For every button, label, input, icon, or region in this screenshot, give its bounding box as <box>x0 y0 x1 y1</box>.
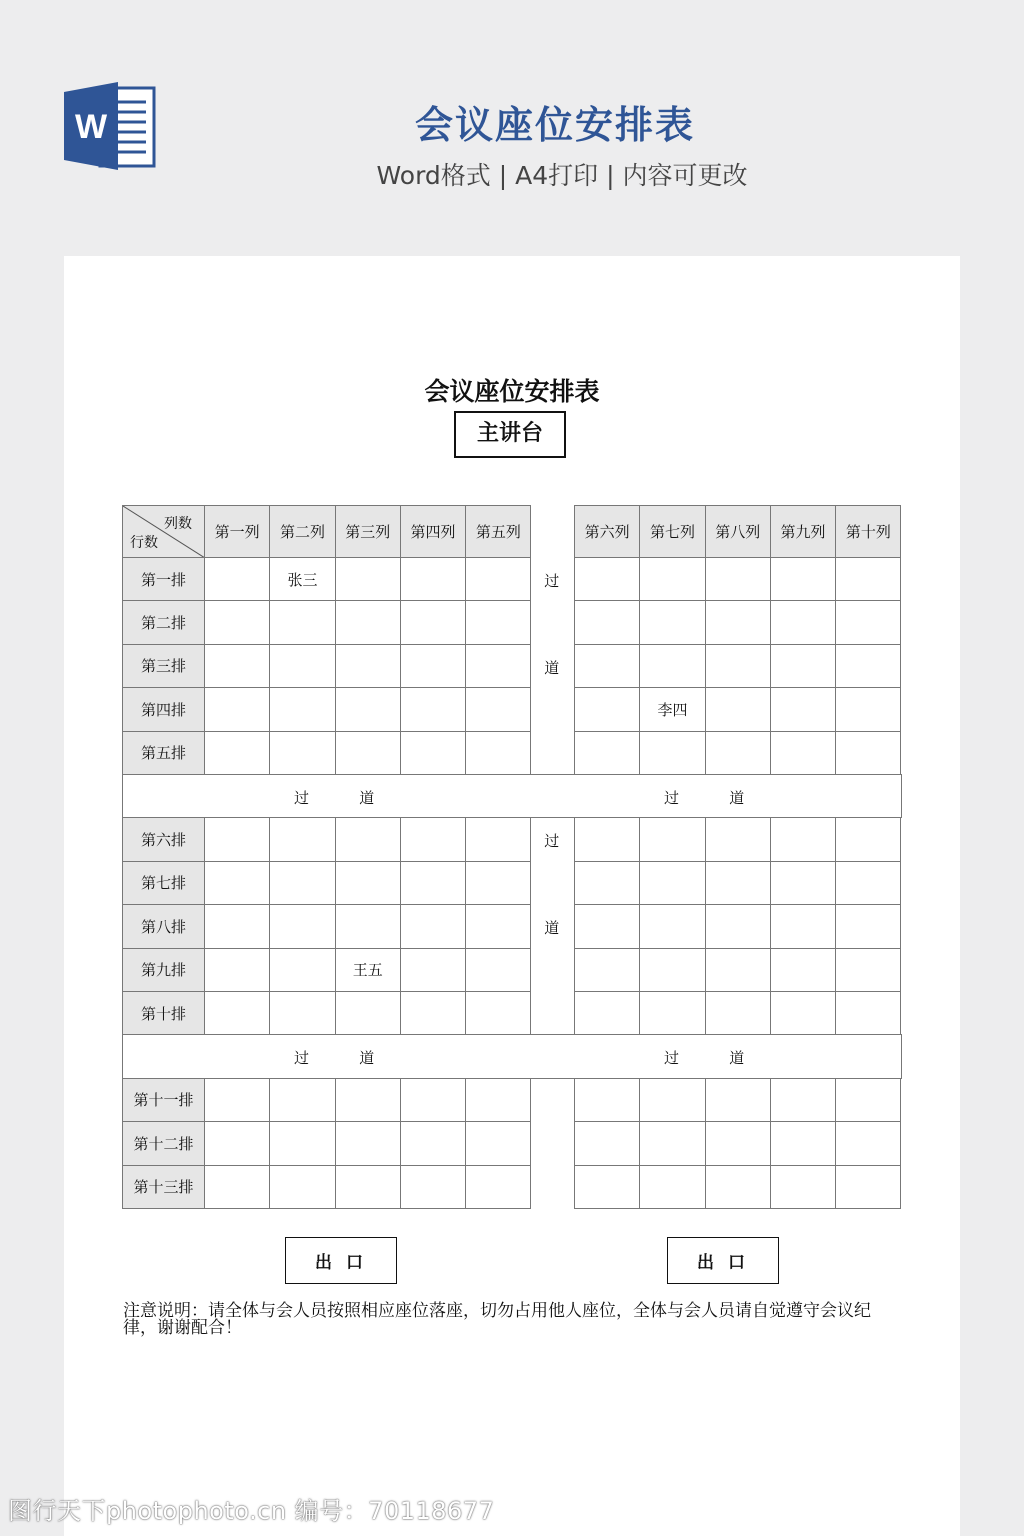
seat-cell[interactable] <box>639 1165 705 1209</box>
vertical-aisle-label: 道 <box>544 658 560 677</box>
seat-cell[interactable] <box>465 687 531 731</box>
seat-cell[interactable] <box>835 1121 901 1165</box>
seat-cell[interactable] <box>400 948 466 992</box>
seat-cell[interactable] <box>335 600 401 644</box>
aisle-label: 过 <box>293 788 309 807</box>
seat-cell[interactable] <box>465 1121 531 1165</box>
document-title: 会议座位安排表 <box>424 377 600 406</box>
row-header: 第十二排 <box>122 1121 205 1165</box>
seat-cell[interactable] <box>835 904 901 948</box>
seat-cell[interactable] <box>400 861 466 905</box>
seat-cell[interactable] <box>269 1078 335 1122</box>
row-header: 第三排 <box>122 644 205 688</box>
row-header: 第六排 <box>122 817 205 861</box>
row-header: 第十排 <box>122 991 205 1035</box>
seat-cell[interactable] <box>465 1165 531 1209</box>
seat-cell[interactable] <box>835 731 901 775</box>
seat-cell[interactable] <box>639 731 705 775</box>
row-header: 第二排 <box>122 600 205 644</box>
seat-cell[interactable] <box>770 1121 836 1165</box>
seat-cell[interactable] <box>400 687 466 731</box>
seat-cell[interactable] <box>465 948 531 992</box>
seat-cell[interactable] <box>705 817 771 861</box>
seat-cell[interactable] <box>639 991 705 1035</box>
seat-cell[interactable] <box>400 600 466 644</box>
seat-cell[interactable] <box>269 904 335 948</box>
seat-cell[interactable] <box>705 644 771 688</box>
seat-cell[interactable] <box>204 557 270 601</box>
seat-cell[interactable] <box>639 1121 705 1165</box>
seat-cell[interactable] <box>770 600 836 644</box>
seat-cell[interactable] <box>770 1078 836 1122</box>
seat-cell[interactable] <box>705 904 771 948</box>
seat-cell[interactable] <box>770 1165 836 1209</box>
seat-cell[interactable] <box>705 687 771 731</box>
seat-cell[interactable] <box>639 904 705 948</box>
aisle-label: 过 <box>293 1049 309 1068</box>
vertical-aisle-label: 过 <box>544 832 560 851</box>
seat-cell[interactable] <box>835 817 901 861</box>
seat-cell[interactable] <box>574 991 640 1035</box>
horizontal-aisle <box>122 1034 902 1078</box>
row-header: 第八排 <box>122 904 205 948</box>
seat-cell[interactable] <box>204 817 270 861</box>
seat-cell[interactable] <box>204 1121 270 1165</box>
seat-cell[interactable] <box>465 991 531 1035</box>
notice-text: 注意说明：请全体与会人员按照相应座位落座，切勿占用他人座位，全体与会人员请自觉遵守会议纪律，谢谢配合！ <box>123 1301 871 1338</box>
seat-cell[interactable] <box>574 1121 640 1165</box>
seat-cell[interactable] <box>574 731 640 775</box>
seat-cell[interactable] <box>835 1165 901 1209</box>
column-header: 第五列 <box>465 505 531 558</box>
header-subtitle: Word格式 | A4打印 | 内容可更改 <box>376 161 748 190</box>
aisle-label: 过 <box>663 1049 679 1068</box>
seat-cell[interactable] <box>400 731 466 775</box>
seat-cell[interactable] <box>400 557 466 601</box>
seat-cell[interactable] <box>269 600 335 644</box>
seat-cell[interactable] <box>269 644 335 688</box>
seat-cell[interactable] <box>574 948 640 992</box>
seat-cell[interactable] <box>705 557 771 601</box>
seat-cell[interactable] <box>204 687 270 731</box>
seat-cell[interactable] <box>335 991 401 1035</box>
seat-cell[interactable] <box>639 1078 705 1122</box>
seat-cell[interactable] <box>770 948 836 992</box>
row-header: 第九排 <box>122 948 205 992</box>
exit-left: 出 口 <box>285 1237 397 1284</box>
seat-cell[interactable] <box>400 644 466 688</box>
seat-cell[interactable] <box>705 1165 771 1209</box>
seat-cell[interactable] <box>835 948 901 992</box>
seat-cell[interactable] <box>639 817 705 861</box>
seat-cell[interactable] <box>465 861 531 905</box>
seat-cell[interactable] <box>639 861 705 905</box>
aisle-label: 过 <box>663 788 679 807</box>
seat-cell[interactable] <box>705 1078 771 1122</box>
seat-cell[interactable] <box>835 644 901 688</box>
seat-cell[interactable] <box>465 644 531 688</box>
seat-cell[interactable] <box>269 948 335 992</box>
aisle-label: 道 <box>359 788 375 807</box>
seat-cell[interactable] <box>204 731 270 775</box>
seat-cell[interactable] <box>335 731 401 775</box>
seat-cell[interactable] <box>204 1165 270 1209</box>
seat-cell[interactable] <box>705 600 771 644</box>
seat-cell[interactable] <box>400 1121 466 1165</box>
seat-cell[interactable] <box>204 644 270 688</box>
seat-cell[interactable] <box>204 861 270 905</box>
seat-cell[interactable] <box>705 1121 771 1165</box>
column-header: 第二列 <box>269 505 335 558</box>
seat-cell[interactable] <box>269 1121 335 1165</box>
seat-cell[interactable] <box>335 861 401 905</box>
seat-cell[interactable] <box>639 600 705 644</box>
seat-cell[interactable] <box>574 817 640 861</box>
seat-cell[interactable] <box>204 904 270 948</box>
seat-cell[interactable] <box>465 904 531 948</box>
seat-cell[interactable] <box>770 557 836 601</box>
seat-cell[interactable] <box>835 861 901 905</box>
watermark: 图行天下photophoto.cn 编号：70118677 <box>8 1497 495 1525</box>
seat-cell[interactable] <box>335 557 401 601</box>
seat-cell[interactable] <box>335 817 401 861</box>
seat-cell[interactable] <box>770 687 836 731</box>
seat-cell-assigned[interactable]: 王五 <box>335 948 401 992</box>
seat-cell[interactable] <box>465 600 531 644</box>
seat-cell[interactable] <box>204 991 270 1035</box>
seat-cell[interactable] <box>204 1078 270 1122</box>
row-header: 第一排 <box>122 557 205 601</box>
podium-label: 主讲台 <box>454 411 566 458</box>
seat-cell[interactable] <box>335 644 401 688</box>
aisle-label: 道 <box>729 788 745 807</box>
seat-cell[interactable] <box>705 948 771 992</box>
seat-cell[interactable] <box>574 557 640 601</box>
aisle-label: 道 <box>359 1049 375 1068</box>
seat-cell[interactable] <box>574 904 640 948</box>
seat-cell[interactable] <box>204 948 270 992</box>
seat-cell[interactable] <box>835 991 901 1035</box>
exit-right: 出 口 <box>667 1237 779 1284</box>
horizontal-aisle <box>122 774 902 818</box>
seat-cell[interactable] <box>835 1078 901 1122</box>
seat-cell[interactable] <box>770 991 836 1035</box>
column-header: 第九列 <box>770 505 836 558</box>
seat-cell[interactable] <box>335 1078 401 1122</box>
column-header: 第十列 <box>835 505 901 558</box>
aisle-label: 道 <box>729 1049 745 1068</box>
seat-cell[interactable] <box>465 817 531 861</box>
seat-cell[interactable] <box>400 817 466 861</box>
corner-column-label: 列数 <box>164 516 192 532</box>
row-header: 第四排 <box>122 687 205 731</box>
seat-cell[interactable] <box>639 948 705 992</box>
seat-cell[interactable] <box>269 687 335 731</box>
seat-cell[interactable] <box>335 1165 401 1209</box>
row-header: 第七排 <box>122 861 205 905</box>
seat-cell[interactable] <box>465 557 531 601</box>
seat-cell[interactable] <box>269 1165 335 1209</box>
seat-cell[interactable] <box>574 1165 640 1209</box>
column-header: 第七列 <box>639 505 705 558</box>
seat-cell[interactable] <box>465 1078 531 1122</box>
seat-cell[interactable] <box>770 861 836 905</box>
column-header: 第一列 <box>204 505 270 558</box>
seat-cell[interactable] <box>269 817 335 861</box>
seat-cell[interactable] <box>574 1078 640 1122</box>
seat-cell[interactable] <box>400 904 466 948</box>
seat-cell[interactable] <box>400 1165 466 1209</box>
seat-cell[interactable] <box>835 600 901 644</box>
seat-cell[interactable] <box>400 1078 466 1122</box>
vertical-aisle-label: 道 <box>544 918 560 937</box>
seat-cell[interactable] <box>574 687 640 731</box>
seat-cell[interactable] <box>574 861 640 905</box>
column-header: 第六列 <box>574 505 640 558</box>
seat-cell-assigned[interactable]: 张三 <box>269 557 335 601</box>
seat-cell[interactable] <box>400 991 466 1035</box>
seat-cell[interactable] <box>770 817 836 861</box>
row-header: 第十一排 <box>122 1078 205 1122</box>
vertical-aisle-label: 过 <box>544 571 560 590</box>
seat-cell[interactable] <box>705 991 771 1035</box>
seat-cell[interactable] <box>770 731 836 775</box>
seat-cell-assigned[interactable]: 李四 <box>639 687 705 731</box>
column-header: 第八列 <box>705 505 771 558</box>
seat-cell[interactable] <box>335 687 401 731</box>
header-title: 会议座位安排表 <box>414 103 695 147</box>
seat-cell[interactable] <box>269 861 335 905</box>
svg-text:W: W <box>74 108 108 146</box>
corner-row-label: 行数 <box>130 535 158 551</box>
seat-cell[interactable] <box>770 904 836 948</box>
seat-cell[interactable] <box>574 600 640 644</box>
seat-cell[interactable] <box>770 644 836 688</box>
column-header: 第三列 <box>335 505 401 558</box>
seat-cell[interactable] <box>574 644 640 688</box>
seat-cell[interactable] <box>335 904 401 948</box>
seat-cell[interactable] <box>705 731 771 775</box>
row-header: 第五排 <box>122 731 205 775</box>
seat-cell[interactable] <box>835 557 901 601</box>
seat-cell[interactable] <box>705 861 771 905</box>
seat-cell[interactable] <box>639 644 705 688</box>
seat-cell[interactable] <box>465 731 531 775</box>
seat-cell[interactable] <box>269 731 335 775</box>
seat-cell[interactable] <box>335 1121 401 1165</box>
seat-cell[interactable] <box>269 991 335 1035</box>
row-header: 第十三排 <box>122 1165 205 1209</box>
column-header: 第四列 <box>400 505 466 558</box>
seat-cell[interactable] <box>835 687 901 731</box>
seat-cell[interactable] <box>204 600 270 644</box>
seat-cell[interactable] <box>639 557 705 601</box>
